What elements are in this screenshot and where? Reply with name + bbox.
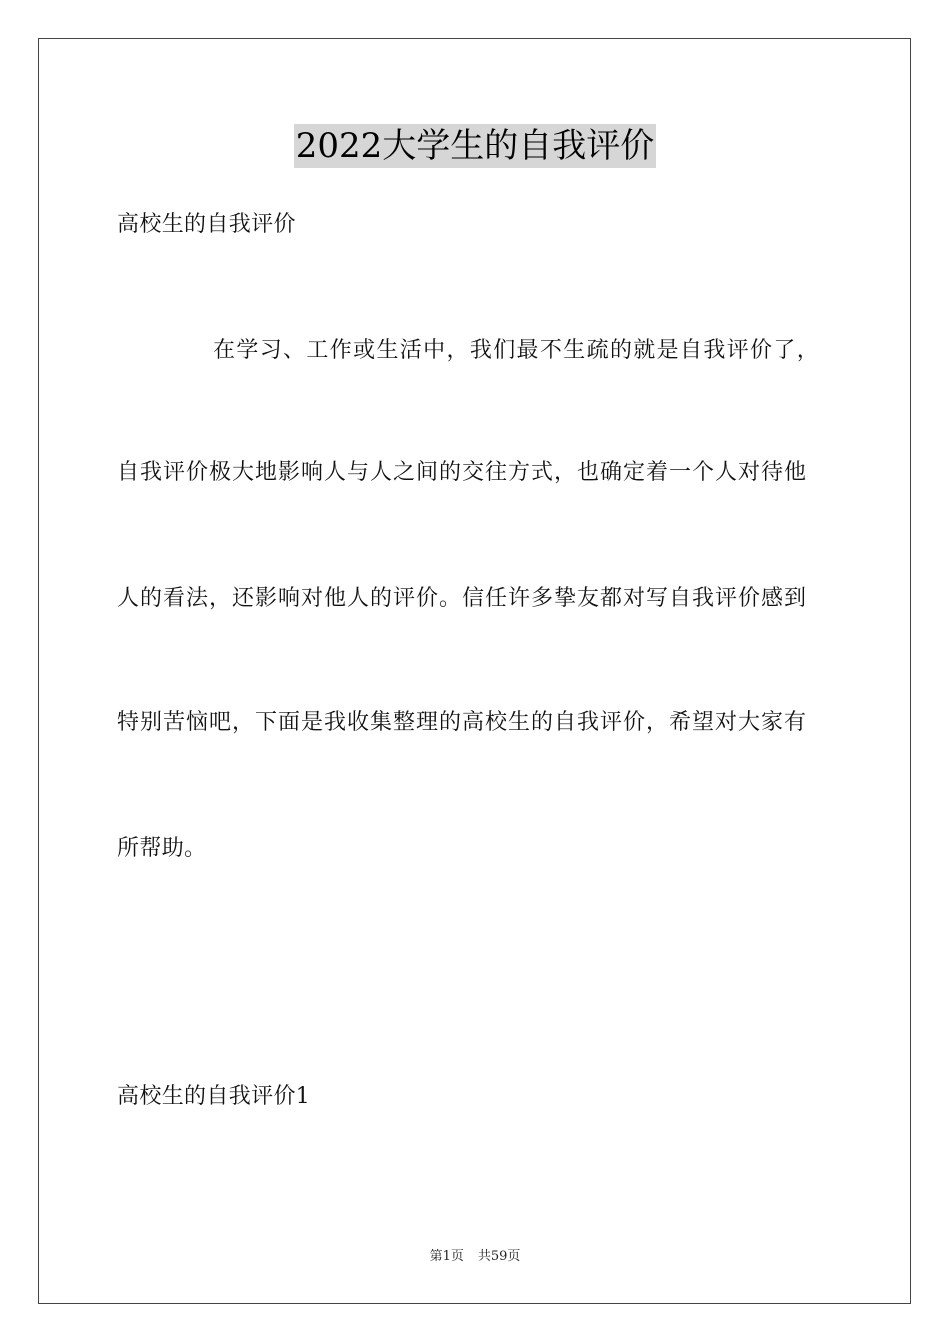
paragraph-line-5: 所帮助。 bbox=[117, 836, 207, 861]
document-subtitle: 高校生的自我评价 bbox=[117, 212, 296, 237]
document-title: 2022大学生的自我评价 bbox=[295, 126, 655, 166]
paragraph-line-1: 在学习、工作或生活中，我们最不生疏的就是自我评价了， bbox=[213, 338, 821, 363]
paragraph-line-2: 自我评价极大地影响人与人之间的交往方式，也确定着一个人对待他 bbox=[117, 460, 808, 485]
paragraph-line-3: 人的看法，还影响对他人的评价。信任许多挚友都对写自我评价感到 bbox=[117, 586, 808, 611]
section-heading: 高校生的自我评价1 bbox=[117, 1084, 311, 1109]
page-total: 共59页 bbox=[477, 1249, 521, 1264]
page-number: 第1页 bbox=[429, 1249, 464, 1264]
page-footer bbox=[0, 1248, 950, 1266]
title-container bbox=[0, 124, 950, 168]
paragraph-line-4: 特别苦恼吧，下面是我收集整理的高校生的自我评价，希望对大家有 bbox=[117, 710, 808, 735]
